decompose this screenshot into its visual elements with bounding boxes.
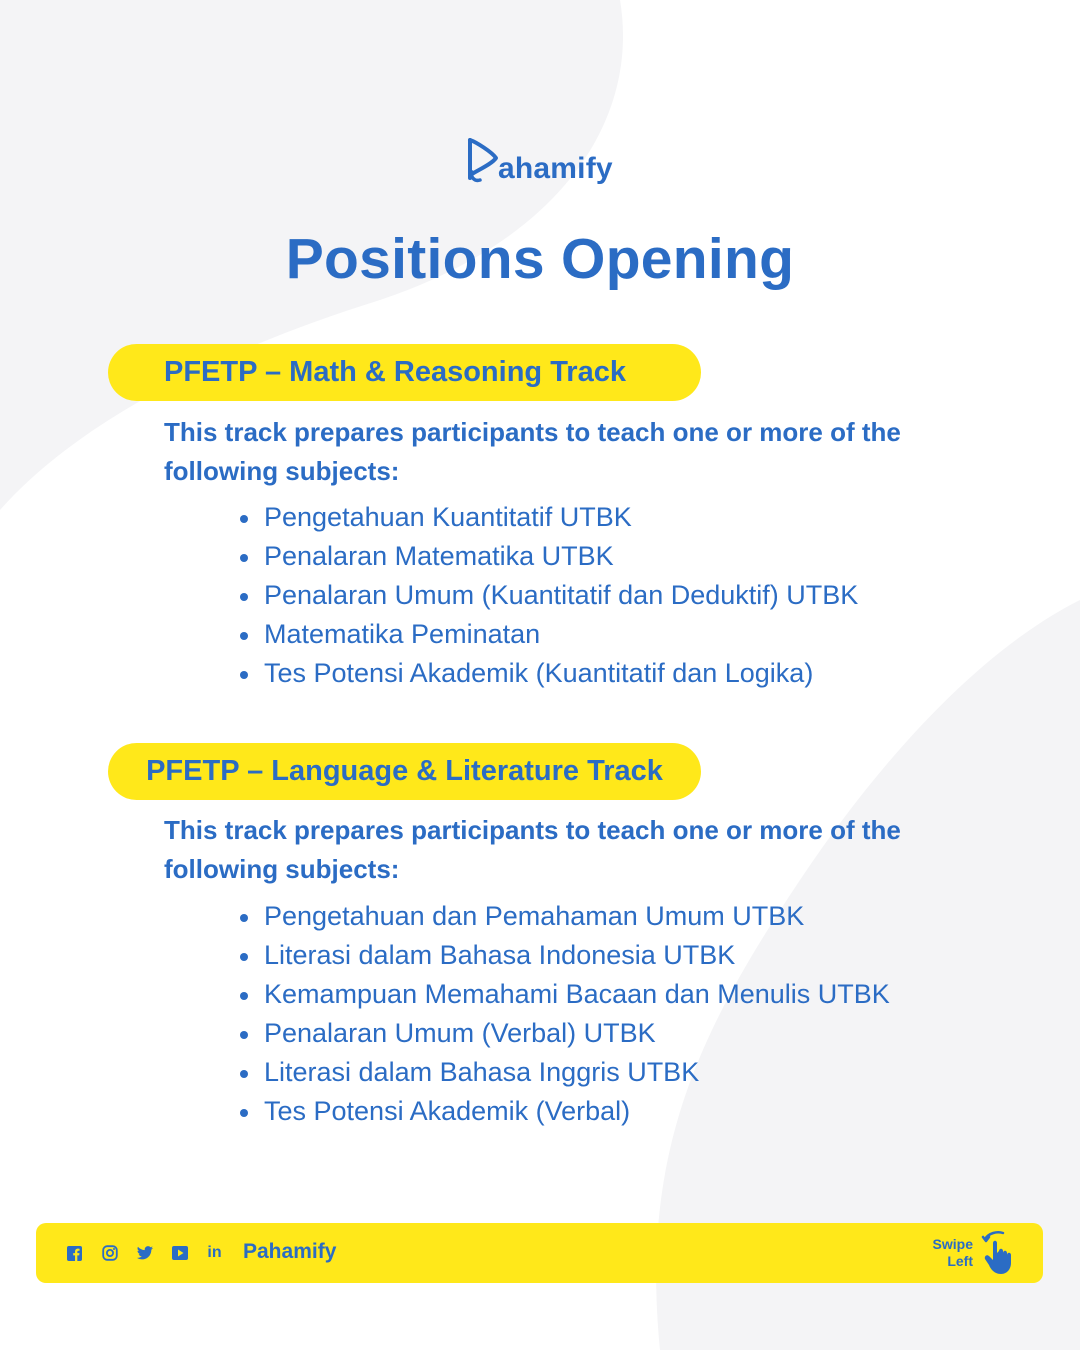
track-description-math: This track prepares participants to teach one or more of the following subjects: bbox=[164, 417, 901, 486]
footer-bar bbox=[36, 1223, 1043, 1283]
list-item: Penalaran Umum (Verbal) UTBK bbox=[264, 1014, 890, 1053]
subject-list-math bbox=[264, 498, 858, 693]
swipe-line-2: Left bbox=[947, 1253, 973, 1269]
list-item: Kemampuan Memahami Bacaan dan Menulis UTBK bbox=[264, 975, 890, 1014]
instagram-icon[interactable] bbox=[101, 1245, 118, 1262]
track-title-language: PFETP – Language & Literature Track bbox=[108, 743, 701, 800]
list-item: Literasi dalam Bahasa Inggris UTBK bbox=[264, 1053, 890, 1092]
list-item: Matematika Peminatan bbox=[264, 615, 858, 654]
bullet-icon bbox=[240, 671, 248, 679]
bullet-icon bbox=[240, 1109, 248, 1117]
twitter-icon[interactable] bbox=[136, 1245, 153, 1262]
bullet-icon bbox=[240, 953, 248, 961]
list-item: Tes Potensi Akademik (Verbal) bbox=[264, 1092, 890, 1131]
logo-text: ahamify bbox=[498, 152, 613, 185]
list-item: Pengetahuan Kuantitatif UTBK bbox=[264, 498, 858, 537]
bullet-icon bbox=[240, 632, 248, 640]
bullet-icon bbox=[240, 1070, 248, 1078]
youtube-icon[interactable] bbox=[171, 1245, 188, 1262]
linkedin-icon[interactable]: in bbox=[207, 1244, 222, 1261]
list-item: Pengetahuan dan Pemahaman Umum UTBK bbox=[264, 897, 890, 936]
list-item: Tes Potensi Akademik (Kuantitatif dan Logika) bbox=[264, 654, 858, 693]
swipe-line-1: Swipe bbox=[932, 1236, 973, 1252]
play-logo-icon bbox=[466, 136, 500, 184]
page-title: Positions Opening bbox=[285, 227, 795, 291]
bullet-icon bbox=[240, 593, 248, 601]
bullet-icon bbox=[240, 515, 248, 523]
subject-list-language bbox=[264, 897, 890, 1131]
social-links bbox=[66, 1223, 223, 1283]
swipe-hint bbox=[933, 1236, 973, 1270]
track-description-language: This track prepares participants to teach one or more of the following subjects: bbox=[164, 815, 901, 884]
swipe-hand-icon bbox=[979, 1229, 1025, 1277]
footer-brand-name: Pahamify bbox=[243, 1240, 337, 1263]
list-item: Penalaran Matematika UTBK bbox=[264, 537, 858, 576]
list-item: Literasi dalam Bahasa Indonesia UTBK bbox=[264, 936, 890, 975]
list-item: Penalaran Umum (Kuantitatif dan Deduktif) UTBK bbox=[264, 576, 858, 615]
bullet-icon bbox=[240, 554, 248, 562]
pahamify-logo bbox=[466, 136, 613, 184]
bullet-icon bbox=[240, 992, 248, 1000]
bullet-icon bbox=[240, 914, 248, 922]
facebook-icon[interactable] bbox=[66, 1245, 83, 1262]
bullet-icon bbox=[240, 1031, 248, 1039]
track-title-math: PFETP – Math & Reasoning Track bbox=[108, 344, 701, 401]
